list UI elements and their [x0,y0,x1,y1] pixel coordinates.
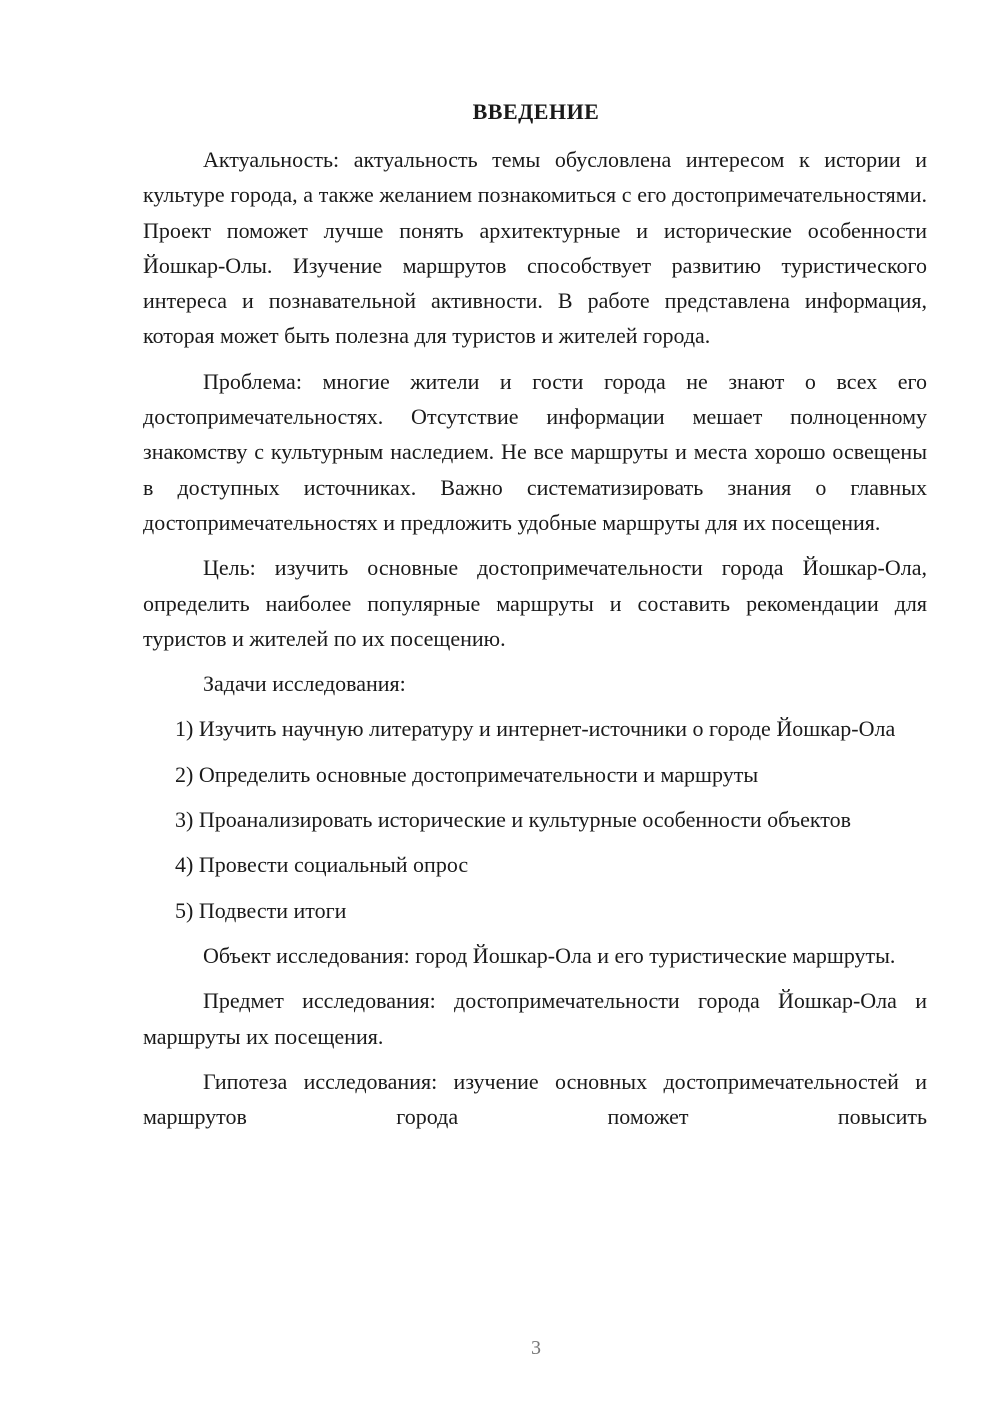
task-item-4: 4) Провести социальный опрос [175,852,469,878]
task-item-2: 2) Определить основные достопримечательности и маршруты [175,761,759,787]
page-number: 3 [531,1337,541,1359]
paragraph-relevance: Актуальность: актуальность темы обусловлена интересом к истории и культуре города, а также желанием познакомиться с его достопримечательностями. Проект поможет лучше понять архитектурные и исторические особенности Йошкар-Олы. Изучение маршрутов способствует развитию туристического интереса и познавательной активности. В работе представлена информация, которая может быть полезна для туристов и жителей города. [143,147,927,349]
task-item-3: 3) Проанализировать исторические и культурные особенности объектов [175,807,851,833]
paragraph-goal: Цель: изучить основные достопримечательности города Йошкар-Ола, определить наиболее популярные маршруты и составить рекомендации для туристов и жителей по их посещению. [143,555,927,651]
document-body [143,142,927,1134]
tasks-title: Задачи исследования: [203,671,406,697]
paragraph-problem: Проблема: многие жители и гости города не знают о всех его достопримечательностях. Отсутствие информации мешает полноценному знакомству с культурным наследием. Не все маршруты и места хорошо освещены в доступных источниках. Важно систематизировать знания о главных достопримечательностях и предложить удобные маршруты для их посещения. [143,368,927,535]
paragraph-object: Объект исследования: город Йошкар-Ола и его туристические маршруты. [203,942,896,968]
paragraph-subject: Предмет исследования: достопримечательности города Йошкар-Ола и маршруты их посещения. [143,988,927,1049]
task-item-5: 5) Подвести итоги [175,897,347,923]
task-item-1: 1) Изучить научную литературу и интернет-источники о городе Йошкар-Ола [175,716,896,742]
page-title: ВВЕДЕНИЕ [472,99,600,124]
paragraph-hypothesis: Гипотеза исследования: изучение основных достопримечательностей и маршрутов города поможет повысить [143,1068,927,1130]
